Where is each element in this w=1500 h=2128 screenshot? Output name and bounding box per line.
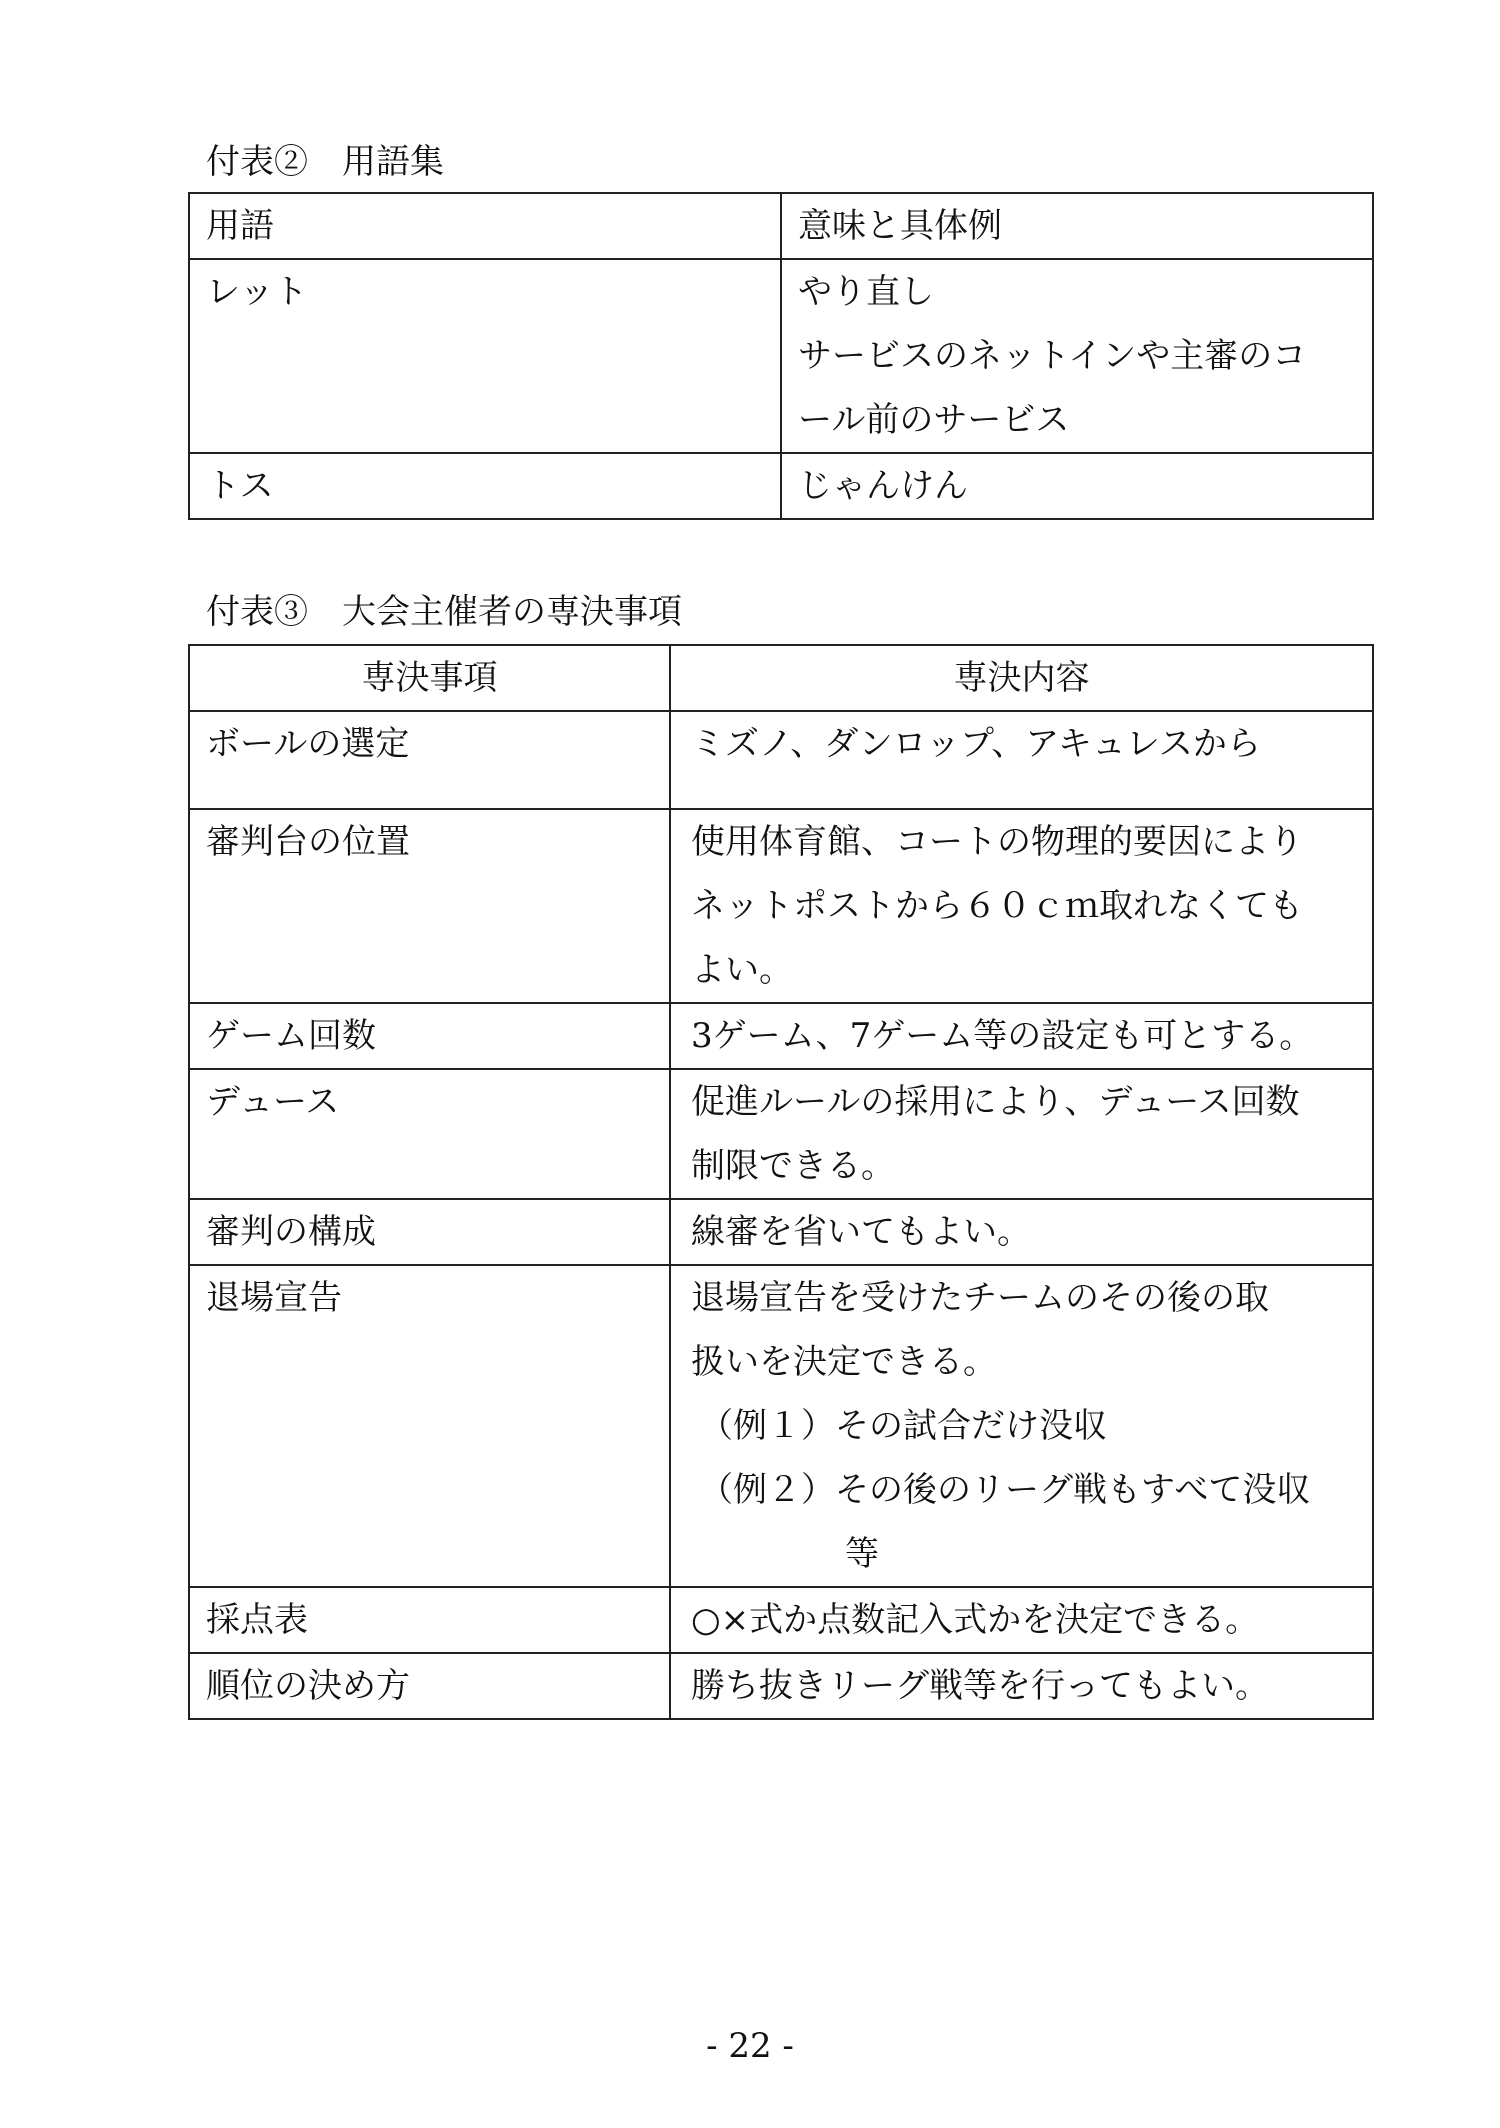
content-line: 退場宣告を受けたチームのその後の取 (691, 1278, 1269, 1318)
example-line (691, 1394, 1372, 1458)
content-cell (670, 1265, 1373, 1587)
table-header-row (189, 645, 1373, 711)
content-cell (670, 1653, 1373, 1719)
item-cell: 退場宣告 (189, 1265, 670, 1587)
table-header-row (189, 193, 1373, 259)
table-row (189, 1199, 1373, 1265)
content-line: 使用体育館、コートの物理的要因により (691, 822, 1303, 862)
example-label: （例２） (699, 1470, 835, 1510)
item-cell: 審判の構成 (189, 1199, 670, 1265)
decisions-caption: 付表③ 大会主催者の専決事項 (206, 592, 682, 632)
content-line: ○×式か点数記入式かを決定できる。 (691, 1600, 1260, 1640)
example-text: その試合だけ没収 (835, 1406, 1107, 1446)
content-line: 扱いを決定できる。 (691, 1342, 997, 1382)
table-row (189, 1653, 1373, 1719)
header-content: 専決内容 (670, 645, 1373, 711)
page-number: - 22 - (706, 2026, 794, 2066)
term-cell: トス (189, 453, 781, 519)
item-cell: ボールの選定 (189, 711, 670, 809)
meaning-line: じゃんけん (798, 466, 968, 506)
term-cell: レット (189, 259, 781, 453)
table-row (189, 453, 1373, 519)
content-line: ミズノ、ダンロップ、アキュレスから (691, 724, 1261, 764)
content-cell (670, 711, 1373, 809)
example-label: （例１） (699, 1406, 835, 1446)
item-cell: 順位の決め方 (189, 1653, 670, 1719)
item-cell: ゲーム回数 (189, 1003, 670, 1069)
content-line: ネットポストから６０ｃｍ取れなくても (691, 886, 1303, 926)
example-text: その後のリーグ戦もすべて没収 (835, 1470, 1311, 1510)
header-meaning: 意味と具体例 (781, 193, 1373, 259)
content-line: 促進ルールの採用により、デュース回数 (691, 1082, 1300, 1122)
meaning-line: やり直し (798, 272, 934, 312)
content-cell (670, 1199, 1373, 1265)
meaning-line: ール前のサービス (798, 400, 1070, 440)
table-row (189, 809, 1373, 1003)
header-term: 用語 (189, 193, 781, 259)
table-row (189, 1587, 1373, 1653)
glossary-caption: 付表② 用語集 (206, 142, 444, 182)
glossary-table (188, 192, 1374, 520)
table-row (189, 1003, 1373, 1069)
content-line: 線審を省いてもよい。 (691, 1212, 1031, 1252)
content-cell (670, 809, 1373, 1003)
meaning-line: サービスのネットインや主審のコ (798, 336, 1307, 376)
content-cell (670, 1003, 1373, 1069)
content-cell (670, 1587, 1373, 1653)
table-row (189, 259, 1373, 453)
content-line: よい。 (691, 950, 793, 990)
table-row (189, 711, 1373, 809)
meaning-cell (781, 259, 1373, 453)
meaning-cell (781, 453, 1373, 519)
content-cell (670, 1069, 1373, 1199)
example-tail: 等 (845, 1534, 879, 1574)
item-cell: デュース (189, 1069, 670, 1199)
item-cell: 採点表 (189, 1587, 670, 1653)
table-row (189, 1069, 1373, 1199)
table-row (189, 1265, 1373, 1587)
content-line: 勝ち抜きリーグ戦等を行ってもよい。 (691, 1666, 1269, 1706)
item-cell: 審判台の位置 (189, 809, 670, 1003)
header-item: 専決事項 (189, 645, 670, 711)
example-line (691, 1458, 1372, 1522)
content-line: 制限できる。 (691, 1146, 895, 1186)
content-line: 3ゲーム、7ゲーム等の設定も可とする。 (691, 1016, 1314, 1056)
decisions-table (188, 644, 1374, 1720)
